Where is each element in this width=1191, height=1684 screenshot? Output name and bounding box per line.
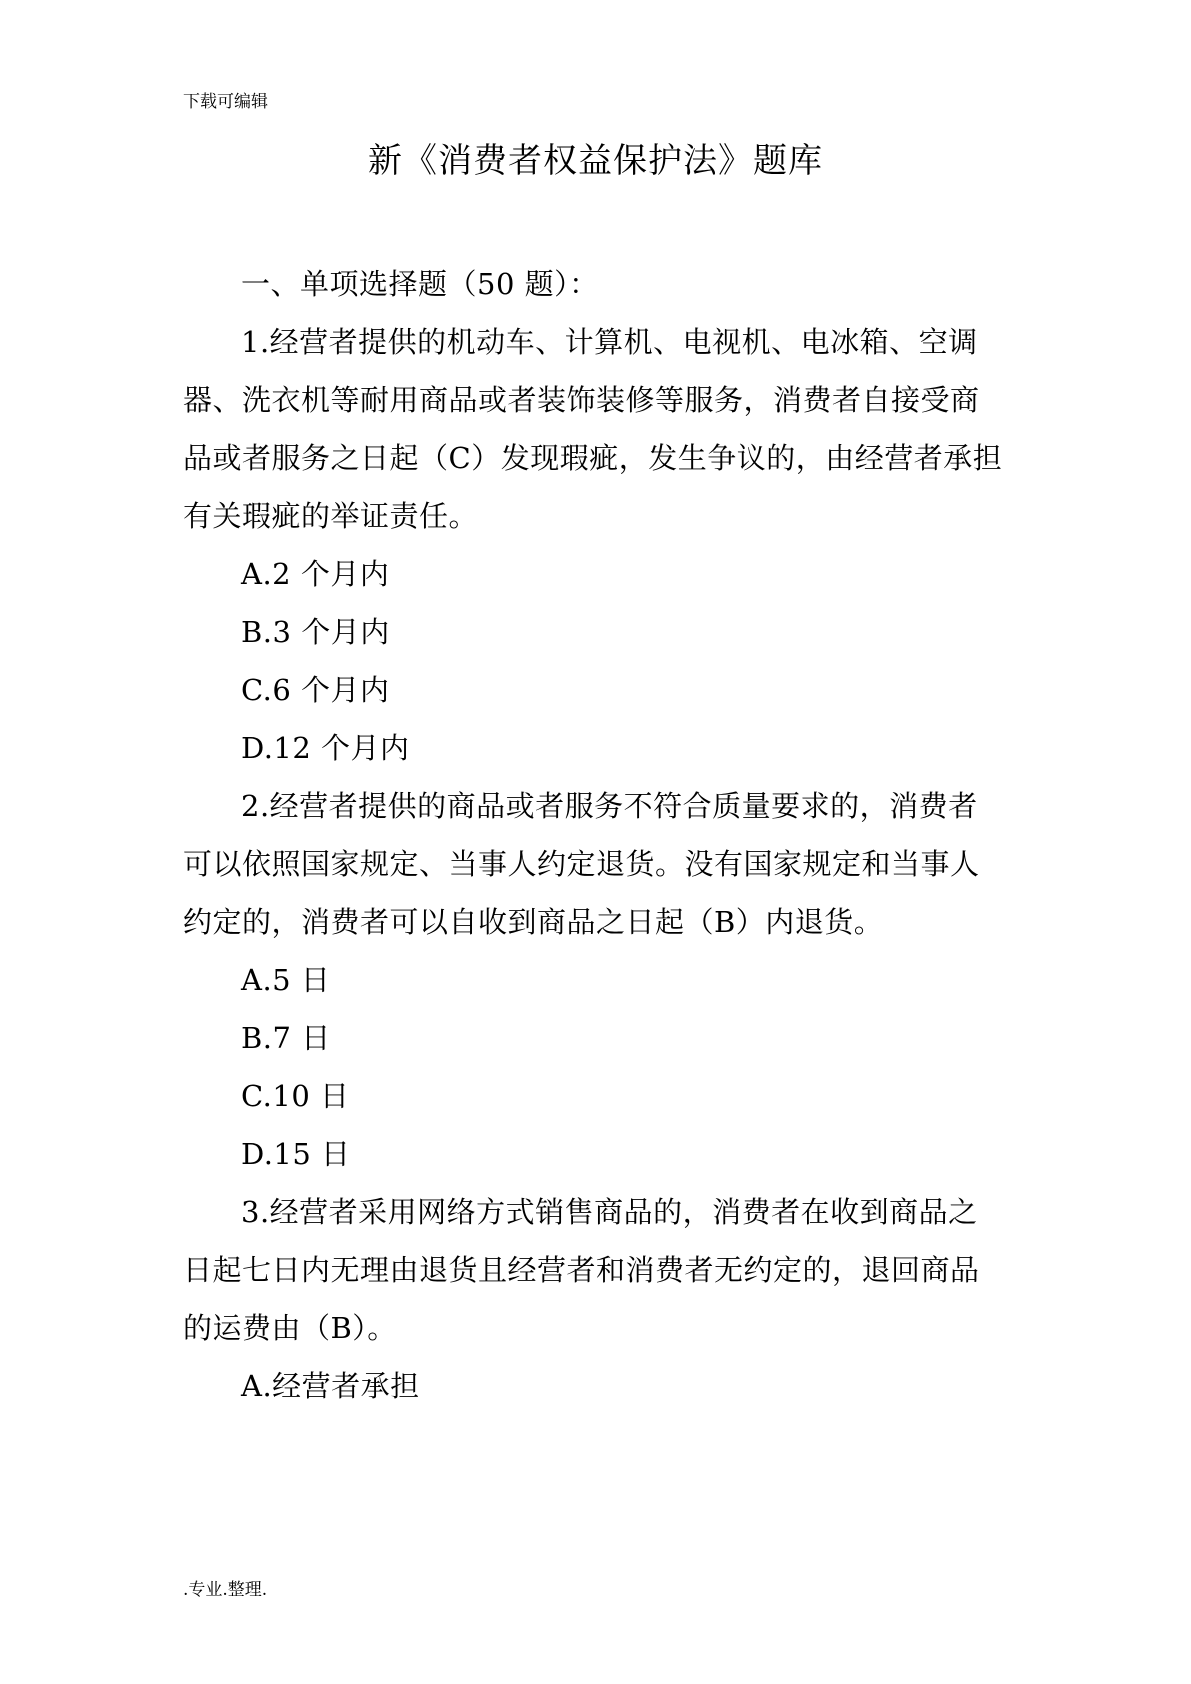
section-heading: 一、单项选择题（50 题）： (241, 267, 599, 301)
option-a: A.5 日 (241, 963, 331, 997)
question-stem-line: 品或者服务之日起（C）发现瑕疵，发生争议的，由经营者承担 (183, 441, 1003, 475)
option-d: D.12 个月内 (241, 731, 410, 765)
option-a: A.2 个月内 (241, 557, 390, 591)
question-stem-line: 可以依照国家规定、当事人约定退货。没有国家规定和当事人 (183, 847, 980, 881)
question-stem-line: 约定的，消费者可以自收到商品之日起（B）内退货。 (183, 905, 884, 939)
option-b: B.7 日 (241, 1021, 331, 1055)
question-stem-line: 器、洗衣机等耐用商品或者装饰装修等服务，消费者自接受商 (183, 383, 980, 417)
header-note: 下载可编辑 (183, 92, 268, 112)
option-c: C.6 个月内 (241, 673, 390, 707)
option-a: A.经营者承担 (241, 1369, 420, 1403)
option-c: C.10 日 (241, 1079, 350, 1113)
footer-note: .专业.整理. (183, 1580, 268, 1600)
question-stem-line: 有关瑕疵的举证责任。 (183, 499, 479, 533)
question-stem-line: 1.经营者提供的机动车、计算机、电视机、电冰箱、空调 (241, 325, 978, 359)
document-title: 新《消费者权益保护法》题库 (368, 141, 823, 181)
question-stem-line: 3.经营者采用网络方式销售商品的，消费者在收到商品之 (241, 1195, 978, 1229)
question-stem-line: 日起七日内无理由退货且经营者和消费者无约定的，退回商品 (183, 1253, 980, 1287)
question-stem-line: 2.经营者提供的商品或者服务不符合质量要求的，消费者 (241, 789, 978, 823)
option-b: B.3 个月内 (241, 615, 390, 649)
option-d: D.15 日 (241, 1137, 351, 1171)
question-stem-line: 的运费由（B）。 (183, 1311, 397, 1345)
